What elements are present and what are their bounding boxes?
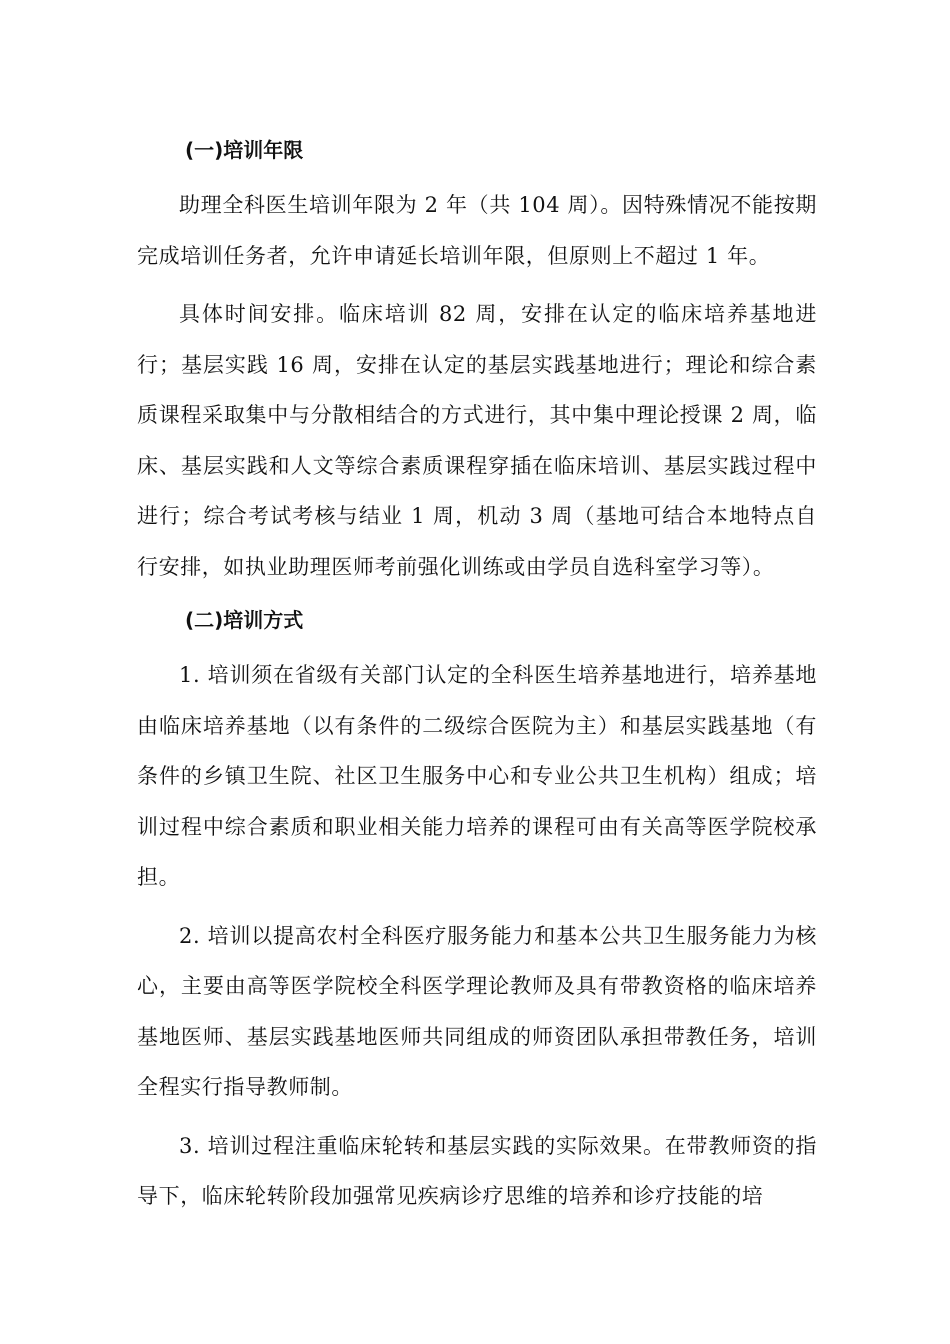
paragraph-schedule-details: 具体时间安排。临床培训 82 周，安排在认定的临床培养基地进行；基层实践 16 周，安排在认定的基层实践基地进行；理论和综合素质课程采取集中与分散相结合的方式进行，其中集中理论授课 2 周，临床、基层实践和人文等综合素质课程穿插在临床培训、基层实践过程中进行；综合考试考核与结业 1 周，机动 3 周（基地可结合本地特点自行安排，如执业助理医师考前强化训练或由学员自选科室学习等）。 [137, 302, 817, 579]
paragraph-method-1: 1. 培训须在省级有关部门认定的全科医生培养基地进行，培养基地由临床培养基地（以有条件的二级综合医院为主）和基层实践基地（有条件的乡镇卫生院、社区卫生服务中心和专业公共卫生机构）组成；培训过程中综合素质和职业相关能力培养的课程可由有关高等医学院校承担。 [137, 663, 817, 889]
paragraph-method-3: 3. 培训过程注重临床轮转和基层实践的实际效果。在带教师资的指导下，临床轮转阶段加强常见疾病诊疗思维的培养和诊疗技能的培 [137, 1133, 817, 1208]
document-page [137, 130, 817, 1222]
paragraph-duration-overview: 助理全科医生培训年限为 2 年（共 104 周）。因特殊情况不能按期完成培训任务者，允许申请延长培训年限，但原则上不超过 1 年。 [137, 193, 817, 268]
section-heading-training-duration: (一)培训年限 [185, 138, 304, 162]
section-heading-training-method: (二)培训方式 [185, 608, 304, 632]
paragraph-method-2: 2. 培训以提高农村全科医疗服务能力和基本公共卫生服务能力为核心，主要由高等医学院校全科医学理论教师及具有带教资格的临床培养基地医师、基层实践基地医师共同组成的师资团队承担带教任务，培训全程实行指导教师制。 [137, 923, 817, 1099]
